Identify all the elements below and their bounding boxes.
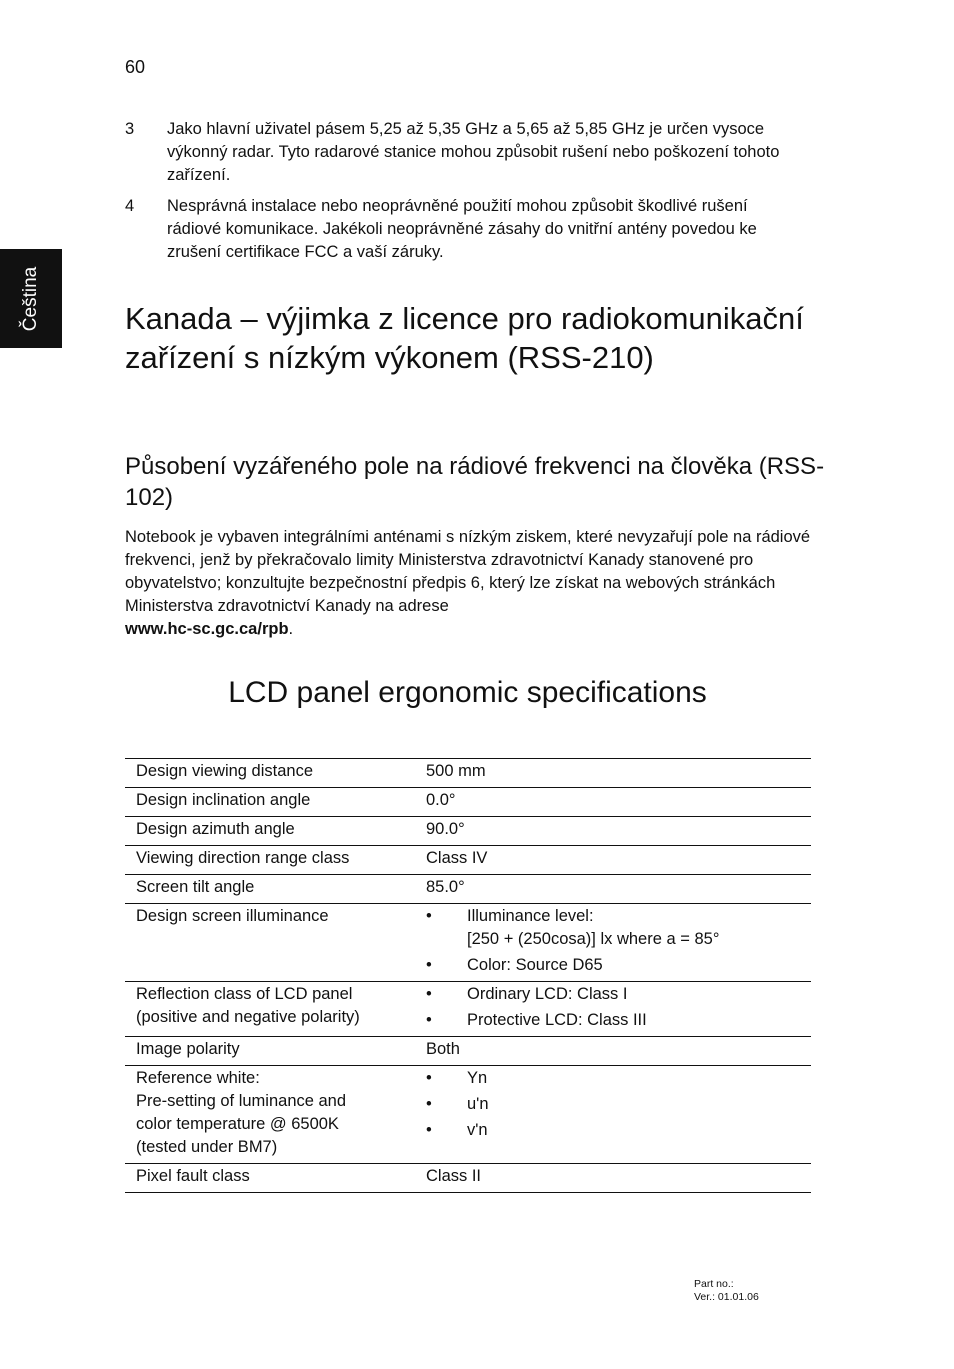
spec-label: Design inclination angle: [125, 788, 426, 817]
table-row: [125, 875, 811, 904]
spec-label: Image polarity: [125, 1037, 426, 1066]
rf-paragraph-end: .: [288, 620, 294, 638]
spec-label: Pixel fault class: [125, 1164, 426, 1193]
table-row: [125, 817, 811, 846]
spec-value: Both: [426, 1037, 811, 1066]
note-number: 4: [125, 197, 135, 215]
spec-label-line: (positive and negative polarity): [136, 1008, 360, 1026]
heading-lcd-specs: LCD panel ergonomic specifications: [228, 676, 707, 709]
bullet-item: • Protective LCD: Class III: [426, 1009, 811, 1032]
bullet-item: • u'n: [426, 1093, 811, 1116]
footer-part-no: Part no.:: [694, 1278, 734, 1290]
spec-value: [426, 1066, 811, 1164]
note-number: 3: [125, 120, 135, 138]
spec-value: 500 mm: [426, 759, 811, 788]
spec-value: 90.0°: [426, 817, 811, 846]
bullet-item: • v'n: [426, 1119, 811, 1142]
spec-label: Design screen illuminance: [125, 904, 426, 982]
spec-label-line: Reflection class of LCD panel: [136, 985, 353, 1003]
heading-rf-exposure: Působení vyzářeného pole na rádiové frekvenci na člověka (RSS-102): [125, 453, 825, 511]
spec-label: [125, 982, 426, 1037]
spec-value: [426, 982, 811, 1037]
table-row: [125, 846, 811, 875]
page-number: 60: [125, 57, 146, 77]
bullet-item: • Ordinary LCD: Class I: [426, 983, 811, 1006]
spec-label: Screen tilt angle: [125, 875, 426, 904]
table-row: [125, 904, 811, 982]
notes-list: [125, 118, 805, 272]
bullet-item: [426, 905, 811, 951]
table-row: [125, 1066, 811, 1164]
spec-label-line: color temperature @ 6500K: [136, 1115, 339, 1133]
rf-url-link[interactable]: www.hc-sc.gc.ca/rpb: [125, 620, 289, 638]
note-item: [125, 118, 805, 187]
spec-label: Design azimuth angle: [125, 817, 426, 846]
spec-label-line: Reference white:: [136, 1069, 260, 1087]
spec-value: 0.0°: [426, 788, 811, 817]
spec-value: 85.0°: [426, 875, 811, 904]
table-row: [125, 982, 811, 1037]
spec-label: Viewing direction range class: [125, 846, 426, 875]
language-tab: [0, 249, 62, 348]
bullet-text: Illuminance level:: [467, 907, 594, 925]
bullet-item: • Yn: [426, 1067, 811, 1090]
rf-paragraph: [125, 526, 815, 641]
table-row: [125, 788, 811, 817]
language-tab-label: Čeština: [20, 266, 41, 332]
note-item: [125, 195, 805, 264]
lcd-spec-table: [125, 758, 811, 1193]
spec-label-line: (tested under BM7): [136, 1138, 278, 1156]
spec-label-line: Pre-setting of luminance and: [136, 1092, 347, 1110]
rf-paragraph-text: Notebook je vybaven integrálními anténami s nízkým ziskem, které nevyzařují pole na rádiové frekvenci, jenž by překračovalo limity Ministerstva zdravotnictví Kanady stanovené pro obyvatelstvo; konzultujte bezpečnostní předpis 6, který lze získat na webových stránkách Ministerstva zdravotnictví Kanady na adrese: [125, 528, 811, 615]
bullet-text: Color: Source D65: [467, 956, 603, 974]
heading-canada: Kanada – výjimka z licence pro radiokomunikační zařízení s nízkým výkonem (RSS-210): [125, 301, 804, 375]
table-row: [125, 1164, 811, 1193]
spec-label: Design viewing distance: [125, 759, 426, 788]
spec-label: [125, 1066, 426, 1164]
spec-value: Class IV: [426, 846, 811, 875]
table-row: [125, 759, 811, 788]
table-row: [125, 1037, 811, 1066]
note-text: Jako hlavní uživatel pásem 5,25 až 5,35 GHz a 5,65 až 5,85 GHz je určen vysoce výkonný radar. Tyto radarové stanice mohou způsobit rušení nebo poškození tohoto zařízení.: [167, 120, 780, 184]
spec-value: Class II: [426, 1164, 811, 1193]
footer-version: Ver.: 01.01.06: [694, 1291, 759, 1303]
footer: [694, 1278, 759, 1304]
spec-value: [426, 904, 811, 982]
bullet-item: [426, 954, 811, 977]
bullet-text: [250 + (250cosa)] lx where a = 85°: [467, 930, 720, 948]
note-text: Nesprávná instalace nebo neoprávněné použití mohou způsobit škodlivé rušení rádiové komunikace. Jakékoli neoprávněné zásahy do vnitřní antény povedou ke zrušení certifikace FCC a vaší záruky.: [167, 197, 757, 261]
